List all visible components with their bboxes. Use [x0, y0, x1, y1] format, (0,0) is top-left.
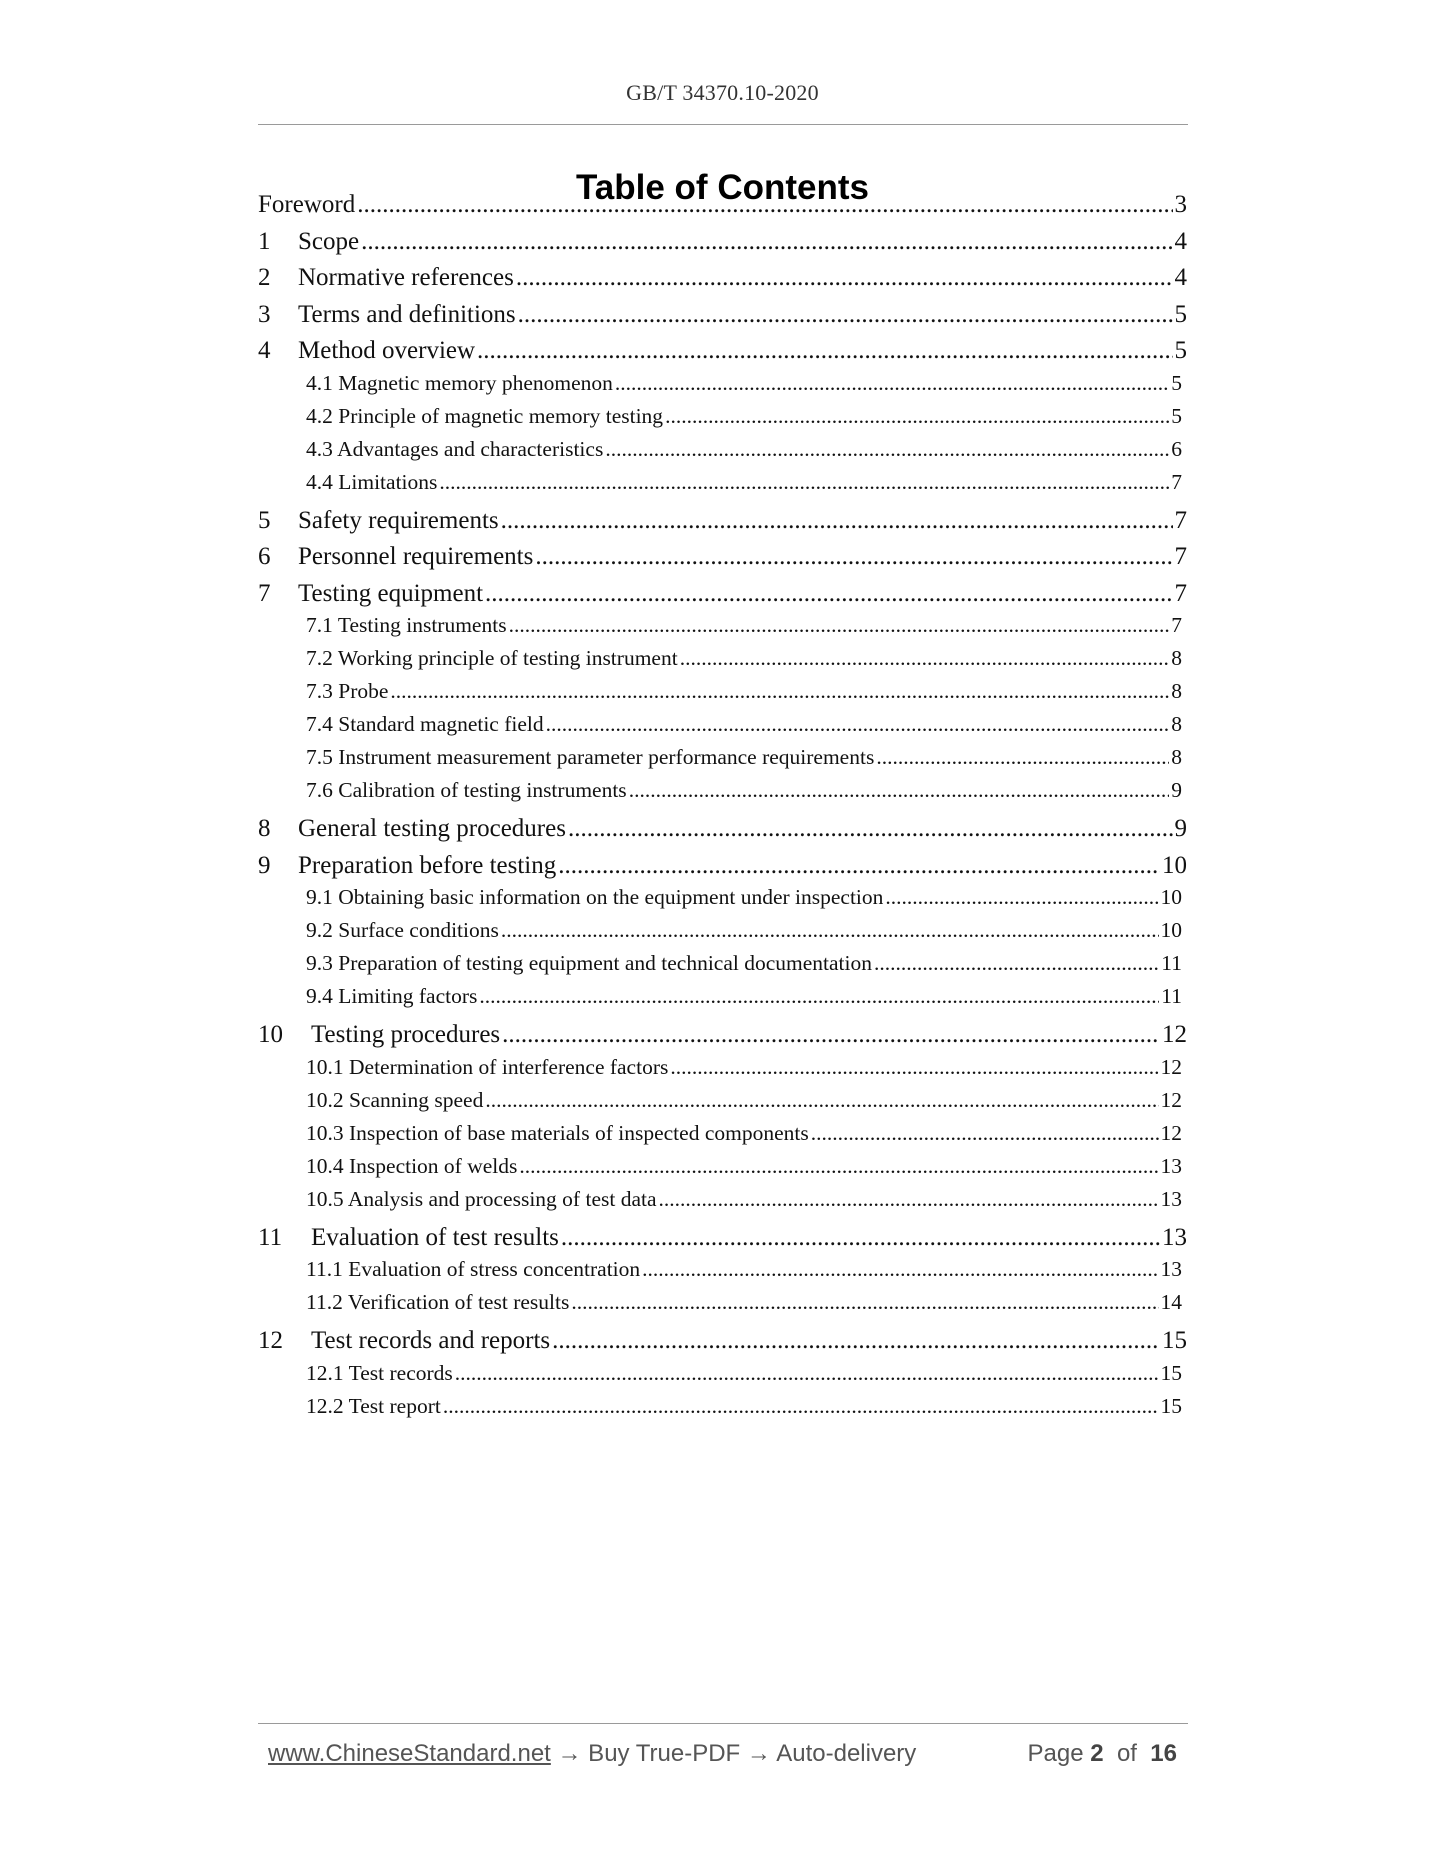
toc-page-number: 15 [1160, 1360, 1182, 1385]
toc-entry-title: Scope [298, 227, 360, 255]
toc-page-number: 7 [1171, 469, 1182, 494]
toc-entry-title: 10.2 Scanning speed [306, 1087, 484, 1112]
toc-section-entry[interactable] [306, 404, 1182, 429]
toc-dot-leader [568, 815, 1173, 843]
toc-dot-leader [670, 1055, 1158, 1080]
toc-page-number: 10 [1160, 918, 1182, 942]
toc-chapter-entry[interactable] [258, 264, 1187, 292]
toc-page-number: 5 [1174, 300, 1187, 328]
toc-section-entry[interactable] [306, 778, 1182, 803]
toc-dot-leader [519, 1154, 1158, 1179]
toc-dot-leader [455, 1361, 1159, 1386]
toc-dot-leader [558, 852, 1160, 880]
toc-section-entry[interactable] [306, 1088, 1182, 1113]
toc-section-entry[interactable] [306, 613, 1182, 638]
toc-page-number: 14 [1160, 1290, 1182, 1314]
toc-dot-leader [516, 264, 1173, 292]
toc-dot-leader [361, 228, 1172, 256]
toc-dot-leader [485, 1088, 1158, 1113]
toc-page-number: 15 [1160, 1393, 1182, 1418]
toc-entry-title: 4.2 Principle of magnetic memory testing [306, 403, 664, 428]
toc-section-entry[interactable] [306, 679, 1182, 704]
toc-page-number: 13 [1160, 1186, 1182, 1211]
toc-section-entry[interactable] [306, 918, 1182, 943]
toc-entry-title: 11.1 Evaluation of stress concentration [306, 1257, 641, 1281]
toc-section-entry[interactable] [306, 1187, 1182, 1212]
toc-entry-title: 10.3 Inspection of base materials of inspected components [306, 1120, 809, 1145]
toc-dot-leader [571, 1290, 1158, 1315]
toc-section-entry[interactable] [306, 1055, 1182, 1080]
toc-chapter-entry[interactable] [258, 301, 1187, 329]
toc-section-entry[interactable] [306, 1361, 1182, 1386]
toc-section-entry[interactable] [306, 1121, 1182, 1146]
toc-dot-leader [501, 507, 1173, 535]
toc-entry-title: Testing equipment [298, 579, 484, 607]
toc-title: Table of Contents [576, 168, 869, 207]
toc-dot-leader [615, 371, 1169, 396]
page-current: 2 [1090, 1740, 1104, 1767]
toc-entry-number: 12 [258, 1327, 283, 1354]
toc-dot-leader [501, 918, 1159, 943]
toc-page-number: 7 [1174, 543, 1187, 570]
toc-dot-leader [629, 778, 1170, 803]
toc-dot-leader [680, 646, 1170, 671]
toc-entry-title: 9.1 Obtaining basic information on the equipment under inspection [306, 885, 884, 909]
toc-dot-leader [546, 712, 1170, 737]
toc-entry-title: 7.3 Probe [306, 679, 389, 703]
toc-page-number: 8 [1171, 646, 1182, 670]
toc-dot-leader [885, 885, 1158, 910]
toc-page-number: 12 [1160, 1120, 1182, 1145]
toc-entry-number: 5 [258, 506, 271, 534]
toc-section-entry[interactable] [306, 1290, 1182, 1315]
toc-entry-title: 9.4 Limiting factors [306, 984, 478, 1008]
toc-dot-leader [874, 951, 1159, 976]
toc-section-entry[interactable] [306, 712, 1182, 737]
toc-page-number: 13 [1162, 1223, 1187, 1251]
page-footer [0, 1740, 1445, 1776]
toc-entry-title: 10.5 Analysis and processing of test data [306, 1186, 657, 1211]
toc-entry-title: 7.5 Instrument measurement parameter performance requirements [306, 745, 875, 769]
toc-page-number: 10 [1162, 851, 1187, 879]
toc-entry-title: Testing procedures [311, 1021, 501, 1048]
toc-dot-leader [479, 984, 1159, 1009]
toc-entry-title: 12.2 Test report [306, 1393, 441, 1418]
toc-entry-number: 11 [258, 1223, 283, 1251]
toc-entry-title: Safety requirements [298, 506, 499, 534]
toc-chapter-entry[interactable] [258, 1021, 1187, 1049]
toc-page-number: 9 [1174, 815, 1187, 842]
toc-entry-title: Evaluation of test results [311, 1223, 559, 1251]
toc-page-number: 12 [1160, 1087, 1182, 1112]
toc-dot-leader [659, 1187, 1159, 1212]
page-label: Page [1027, 1740, 1084, 1767]
toc-page-number: 12 [1162, 1021, 1187, 1048]
toc-section-entry[interactable] [306, 984, 1182, 1009]
toc-page-number: 6 [1171, 436, 1182, 461]
footer-divider [258, 1723, 1188, 1724]
toc-entry-title: 7.2 Working principle of testing instrument [306, 646, 678, 670]
footer-site [268, 1740, 916, 1768]
toc-page-number: 5 [1171, 370, 1182, 395]
toc-chapter-entry[interactable] [258, 228, 1187, 256]
toc-dot-leader [876, 745, 1169, 770]
toc-dot-leader [357, 191, 1172, 219]
toc-entry-number: 2 [258, 264, 271, 291]
toc-dot-leader [552, 1327, 1160, 1355]
toc-dot-leader [605, 437, 1169, 462]
toc-page-number: 9 [1171, 778, 1182, 802]
toc-dot-leader [390, 679, 1169, 704]
toc-dot-leader [811, 1121, 1159, 1146]
toc-entry-title: 10.4 Inspection of welds [306, 1153, 518, 1178]
toc-section-entry[interactable] [306, 371, 1182, 396]
toc-dot-leader [535, 543, 1172, 571]
toc-section-entry[interactable] [306, 1154, 1182, 1179]
toc-dot-leader [561, 1224, 1160, 1252]
toc-chapter-entry[interactable] [258, 507, 1187, 535]
toc-dot-leader [477, 337, 1172, 365]
toc-chapter-entry[interactable] [258, 1327, 1187, 1355]
toc-entry-number: 9 [258, 851, 271, 879]
toc-section-entry[interactable] [306, 470, 1182, 495]
toc-dot-leader [485, 580, 1172, 608]
toc-chapter-entry[interactable] [258, 543, 1187, 571]
toc-chapter-entry[interactable] [258, 337, 1187, 365]
toc-chapter-entry[interactable] [258, 852, 1187, 880]
toc-section-entry[interactable] [306, 885, 1182, 910]
toc-section-entry[interactable] [306, 646, 1182, 671]
toc-page-number: 11 [1161, 984, 1182, 1008]
toc-page-number: 5 [1174, 337, 1187, 364]
toc-dot-leader [502, 1021, 1160, 1049]
toc-entry-title: Normative references [298, 264, 514, 291]
toc-dot-leader [439, 470, 1169, 495]
toc-entry-number: 8 [258, 815, 271, 842]
toc-page-number: 5 [1171, 403, 1182, 428]
toc-page-number: 8 [1171, 745, 1182, 769]
toc-page-number: 12 [1160, 1054, 1182, 1079]
toc-chapter-entry[interactable] [258, 1224, 1187, 1252]
toc-dot-leader [665, 404, 1169, 429]
toc-section-entry[interactable] [306, 437, 1182, 462]
toc-entry-title: Method overview [298, 337, 476, 364]
toc-entry-title: Preparation before testing [298, 851, 557, 879]
toc-page-number: 7 [1174, 579, 1187, 607]
toc-entry-number: 4 [258, 337, 271, 364]
toc-entry-title: 4.3 Advantages and characteristics [306, 436, 604, 461]
toc-page-number: 7 [1174, 506, 1187, 534]
toc-entry-number: 6 [258, 543, 271, 570]
toc-dot-leader [518, 301, 1173, 329]
toc-chapter-entry[interactable] [258, 191, 1187, 219]
toc-entry-title: Foreword [258, 191, 356, 218]
toc-chapter-entry[interactable] [258, 815, 1187, 843]
toc-entry-number: 7 [258, 579, 271, 607]
toc-section-entry[interactable] [306, 745, 1182, 770]
toc-page-number: 4 [1174, 264, 1187, 291]
toc-entry-title: 4.4 Limitations [306, 469, 438, 494]
toc-entry-title: Terms and definitions [298, 300, 516, 328]
toc-entry-number: 3 [258, 300, 271, 328]
toc-chapter-entry[interactable] [258, 580, 1187, 608]
toc-section-entry[interactable] [306, 951, 1182, 976]
toc-page-number: 10 [1160, 885, 1182, 909]
toc-entry-title: 7.4 Standard magnetic field [306, 712, 544, 736]
toc-section-entry[interactable] [306, 1257, 1182, 1282]
toc-entry-title: 10.1 Determination of interference factors [306, 1054, 669, 1079]
toc-entry-title: Test records and reports [311, 1327, 551, 1354]
footer-tagline: → Buy True-PDF → Auto-delivery [550, 1740, 917, 1767]
toc-entry-title: 7.6 Calibration of testing instruments [306, 778, 627, 802]
toc-page-number: 11 [1161, 951, 1182, 975]
toc-page-number: 13 [1160, 1257, 1182, 1281]
toc-entry-title: 4.1 Magnetic memory phenomenon [306, 370, 613, 395]
toc-page-number: 3 [1174, 191, 1187, 218]
document-code-header: GB/T 34370.10-2020 [626, 80, 819, 105]
toc-entry-number: 10 [258, 1021, 283, 1048]
toc-section-entry[interactable] [306, 1394, 1182, 1419]
toc-dot-leader [443, 1394, 1159, 1419]
toc-entry-number: 1 [258, 227, 271, 255]
toc-entry-title: 11.2 Verification of test results [306, 1290, 570, 1314]
toc-entry-title: 9.3 Preparation of testing equipment and technical documentation [306, 951, 873, 975]
page-of: of [1116, 1740, 1137, 1767]
toc-page-number: 15 [1162, 1327, 1187, 1354]
toc-page-number: 8 [1171, 712, 1182, 736]
toc-page-number: 13 [1160, 1153, 1182, 1178]
toc-entry-title: General testing procedures [298, 815, 566, 842]
toc-dot-leader [642, 1257, 1158, 1282]
toc-entry-title: Personnel requirements [298, 543, 534, 570]
toc-page-number: 4 [1174, 227, 1187, 255]
toc-entry-title: 9.2 Surface conditions [306, 918, 499, 942]
site-link[interactable]: www.ChineseStandard.net [268, 1740, 551, 1767]
toc-entry-title: 7.1 Testing instruments [306, 613, 507, 637]
toc-page-number: 7 [1171, 613, 1182, 637]
page-indicator [1028, 1740, 1178, 1768]
toc-page-number: 8 [1171, 679, 1182, 703]
page-total: 16 [1150, 1740, 1177, 1767]
toc-dot-leader [509, 613, 1170, 638]
toc-entry-title: 12.1 Test records [306, 1360, 453, 1385]
